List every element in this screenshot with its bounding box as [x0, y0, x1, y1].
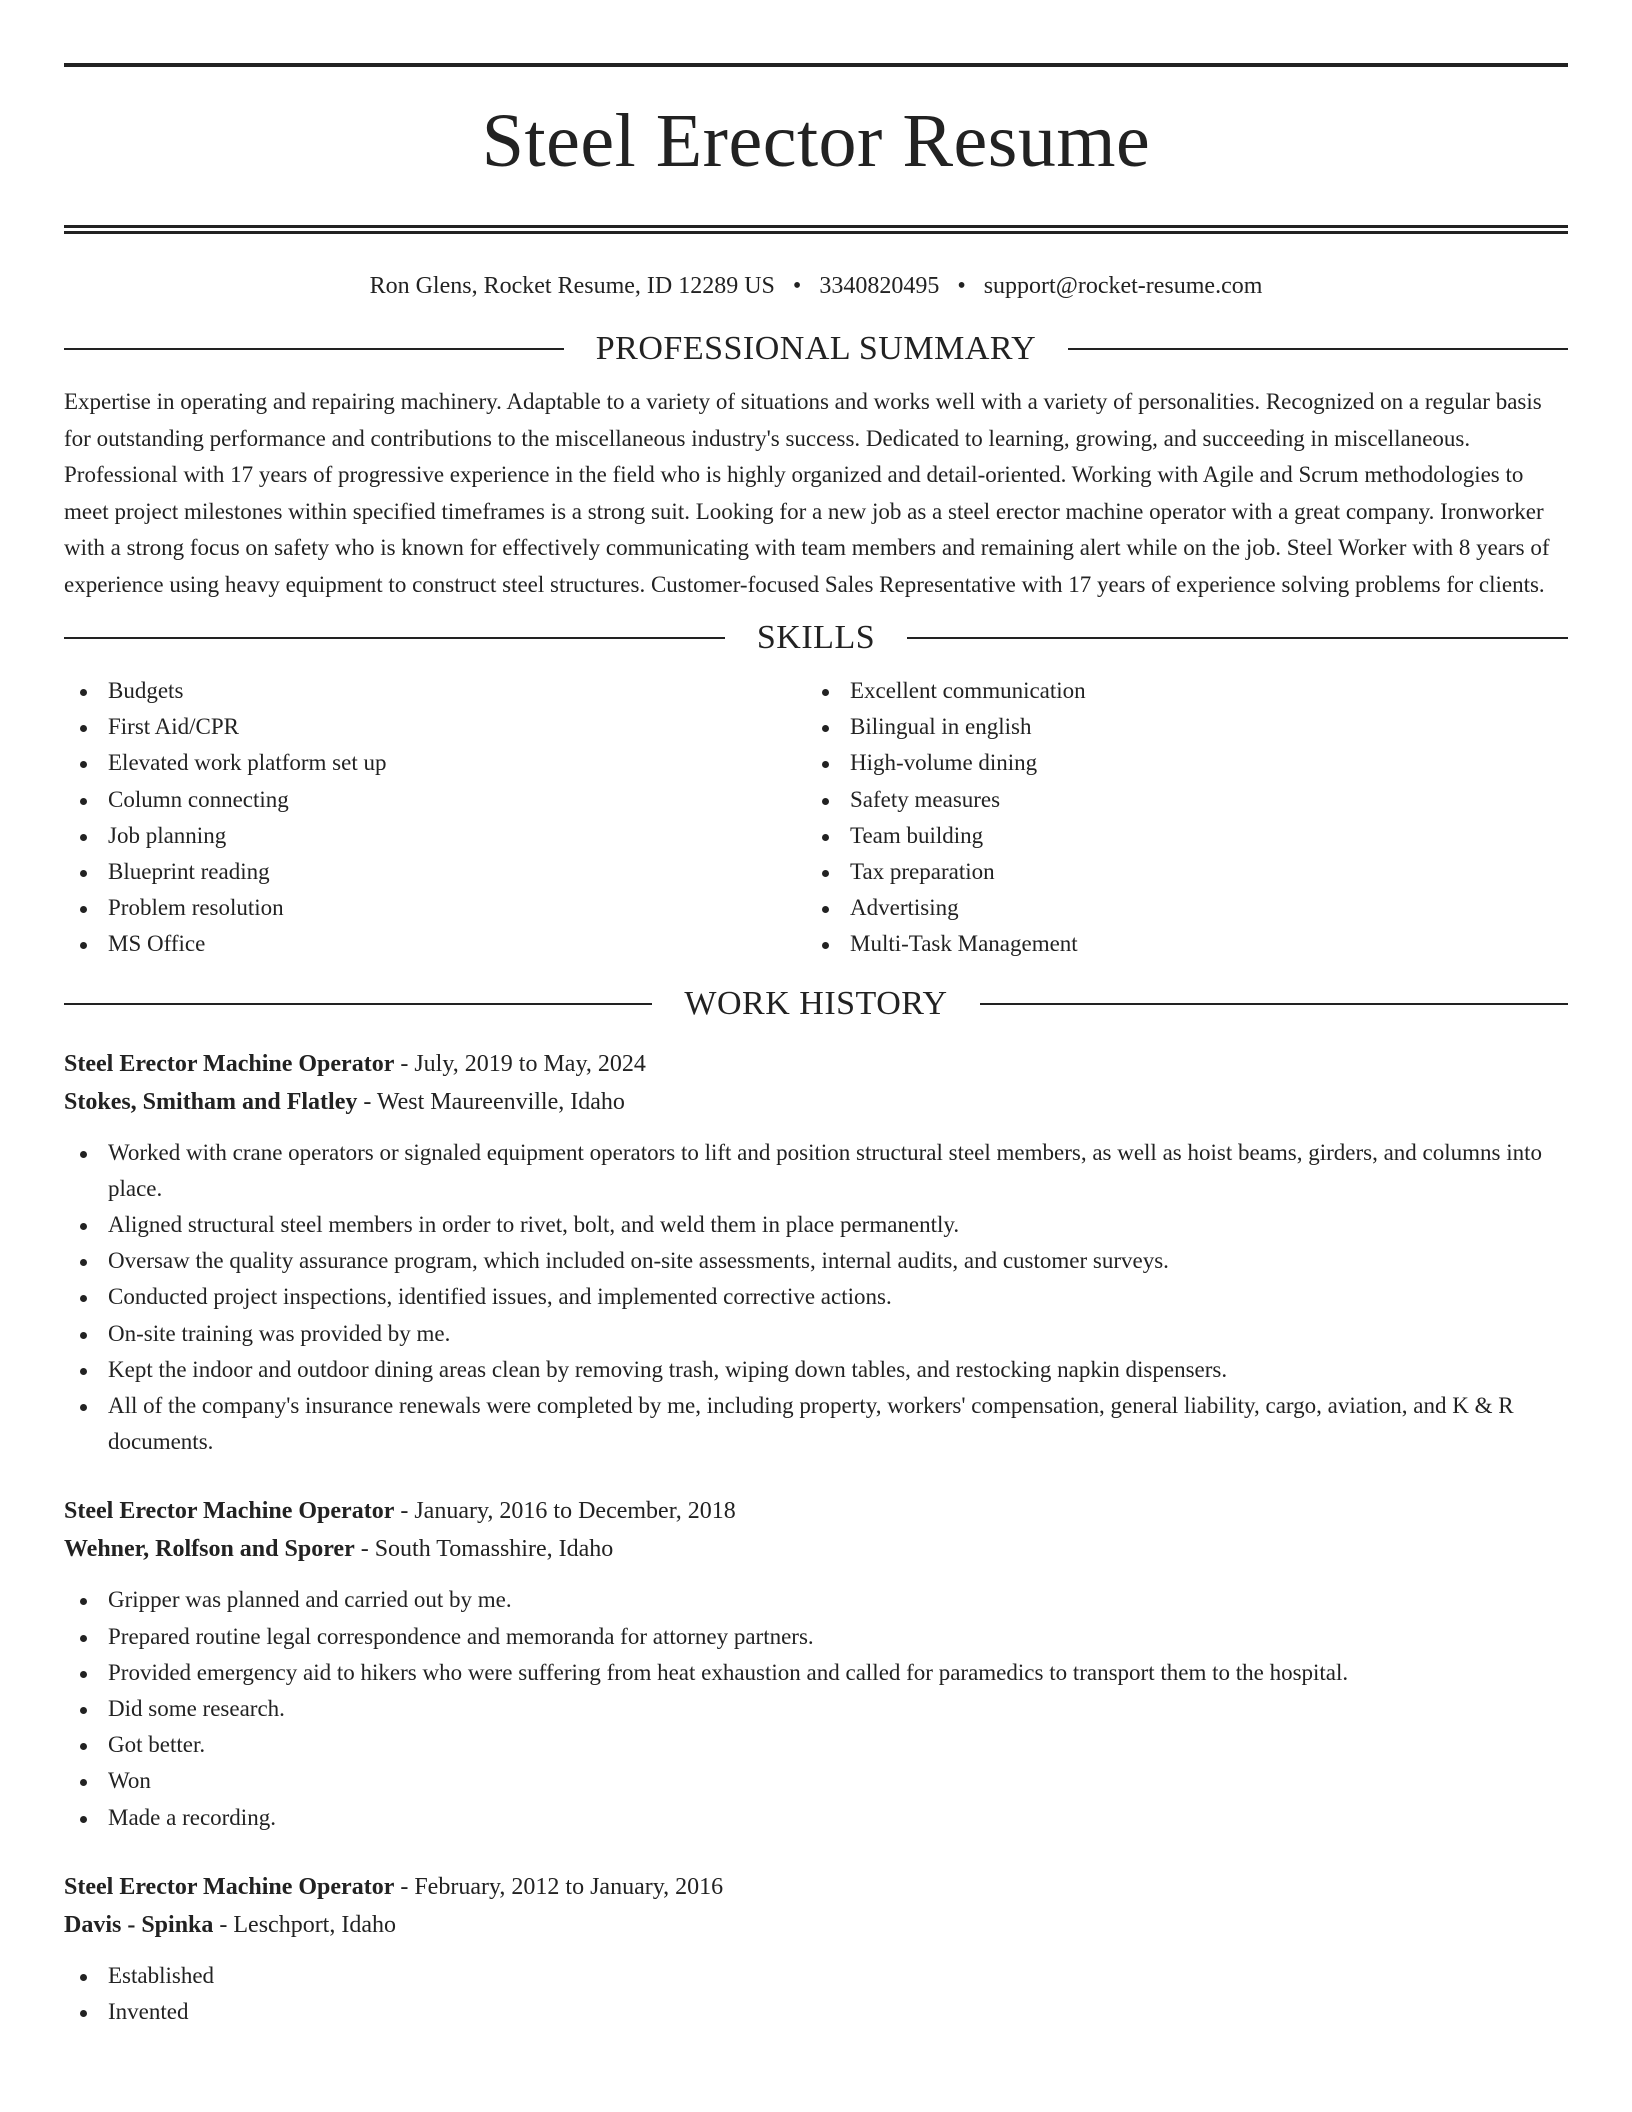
job-bullet: Invented: [64, 1994, 1568, 2030]
job-company-line: [64, 1906, 1568, 1944]
skills-heading: [64, 619, 1568, 657]
contact-separator: •: [957, 273, 966, 299]
job-bullet: Aligned structural steel members in order to rivet, bolt, and weld them in place permanently.: [64, 1207, 1568, 1243]
heading-rule: [1068, 348, 1568, 350]
job-dates: - January, 2016 to December, 2018: [394, 1498, 736, 1525]
job-bullet: Established: [64, 1958, 1568, 1994]
job-bullet: Did some research.: [64, 1691, 1568, 1727]
job-title: Steel Erector Machine Operator: [64, 1050, 395, 1077]
skill-item: Excellent communication: [806, 673, 1548, 709]
job-dates: - July, 2019 to May, 2024: [394, 1050, 646, 1077]
contact-phone: 3340820495: [819, 273, 940, 299]
summary-heading: [64, 330, 1568, 368]
heading-rule: [64, 348, 564, 350]
skill-item: Blueprint reading: [64, 854, 806, 890]
skills-list: [64, 673, 1568, 963]
job-bullet: Kept the indoor and outdoor dining areas clean by removing trash, wiping down tables, and restocking napkin dispensers.: [64, 1352, 1568, 1388]
work-heading-label: WORK HISTORY: [684, 984, 948, 1022]
job-bullet: On-site training was provided by me.: [64, 1316, 1568, 1352]
summary-heading-label: PROFESSIONAL SUMMARY: [595, 330, 1037, 367]
heading-rule: [907, 637, 1568, 639]
skill-item: Elevated work platform set up: [64, 745, 806, 781]
contact-line: [64, 268, 1568, 304]
summary-text: Expertise in operating and repairing machinery. Adaptable to a variety of situations and works well with a variety of personalities. Recognized on a regular basis for outstanding performance and contributions to the miscellaneous industry's success. Dedicated to learning, growing, and succeeding in miscellaneous. Professional with 17 years of progressive experience in the field who is highly organized and detail-oriented. Working with Agile and Scrum methodologies to meet project milestones within specified timeframes is a strong suit. Looking for a new job as a steel erector machine operator with a great company. Ironworker with a strong focus on safety who is known for effectively communicating with team members and remaining alert while on the job. Steel Worker with 8 years of experience using heavy equipment to construct steel structures. Customer-focused Sales Representative with 17 years of experience solving problems for clients.: [64, 389, 1550, 597]
job-location: - West Maureenville, Idaho: [357, 1088, 625, 1115]
job-title-line: [64, 1045, 1568, 1083]
work-heading: [64, 985, 1568, 1023]
job-company: Wehner, Rolfson and Sporer: [64, 1536, 355, 1563]
job-bullet: Conducted project inspections, identified issues, and implemented corrective actions.: [64, 1279, 1568, 1315]
skill-item: MS Office: [64, 926, 806, 962]
contact-email: support@rocket-resume.com: [983, 273, 1263, 299]
job-title-line: [64, 1492, 1568, 1530]
skill-item: Tax preparation: [806, 854, 1548, 890]
title-double-rule: [64, 225, 1568, 234]
skills-column-left: [64, 673, 806, 963]
skill-item: Advertising: [806, 890, 1548, 926]
job-bullet: Won: [64, 1763, 1568, 1799]
contact-address: Ron Glens, Rocket Resume, ID 12289 US: [369, 273, 775, 299]
heading-rule: [64, 1003, 652, 1005]
heading-rule: [64, 637, 725, 639]
skills-column-right: [806, 673, 1548, 963]
job-entry: [64, 1045, 1568, 1461]
job-entry: [64, 1492, 1568, 1835]
skill-item: Budgets: [64, 673, 806, 709]
skill-item: First Aid/CPR: [64, 709, 806, 745]
job-bullet: Provided emergency aid to hikers who were suffering from heat exhaustion and called for paramedics to transport them to the hospital.: [64, 1655, 1568, 1691]
job-location: - Leschport, Idaho: [213, 1911, 396, 1938]
skill-item: Bilingual in english: [806, 709, 1548, 745]
job-bullet: Got better.: [64, 1727, 1568, 1763]
job-bullet: Oversaw the quality assurance program, which included on-site assessments, internal audits, and customer surveys.: [64, 1243, 1568, 1279]
skill-item: Column connecting: [64, 782, 806, 818]
skill-item: Multi-Task Management: [806, 926, 1548, 962]
job-title: Steel Erector Machine Operator: [64, 1498, 395, 1525]
skill-item: Job planning: [64, 818, 806, 854]
job-title-line: [64, 1868, 1568, 1906]
job-company-line: [64, 1530, 1568, 1568]
top-rule: [64, 63, 1568, 67]
skill-item: Team building: [806, 818, 1548, 854]
resume-page: [64, 0, 1568, 2030]
job-bullet: Made a recording.: [64, 1800, 1568, 1836]
job-bullet: Gripper was planned and carried out by me.: [64, 1582, 1568, 1618]
heading-rule: [980, 1003, 1568, 1005]
contact-separator: •: [792, 273, 802, 299]
skills-heading-label: SKILLS: [756, 619, 876, 656]
job-dates: - February, 2012 to January, 2016: [394, 1873, 724, 1900]
resume-title: Steel Erector Resume: [481, 99, 1151, 183]
job-company: Davis - Spinka: [64, 1911, 214, 1938]
job-company-line: [64, 1083, 1568, 1121]
skill-item: High-volume dining: [806, 745, 1548, 781]
job-bullet: Prepared routine legal correspondence and memoranda for attorney partners.: [64, 1619, 1568, 1655]
job-entry: [64, 1868, 1568, 2030]
job-bullets: [64, 1958, 1568, 2030]
job-company: Stokes, Smitham and Flatley: [64, 1088, 358, 1115]
job-bullet: All of the company's insurance renewals were completed by me, including property, workers' compensation, general liability, cargo, aviation, and K & R documents.: [64, 1388, 1568, 1460]
job-bullet: Worked with crane operators or signaled equipment operators to lift and position structural steel members, as well as hoist beams, girders, and columns into place.: [64, 1135, 1568, 1207]
job-location: - South Tomasshire, Idaho: [354, 1536, 614, 1563]
job-bullets: [64, 1135, 1568, 1461]
skill-item: Safety measures: [806, 782, 1548, 818]
skill-item: Problem resolution: [64, 890, 806, 926]
job-title: Steel Erector Machine Operator: [64, 1873, 395, 1900]
job-bullets: [64, 1582, 1568, 1835]
